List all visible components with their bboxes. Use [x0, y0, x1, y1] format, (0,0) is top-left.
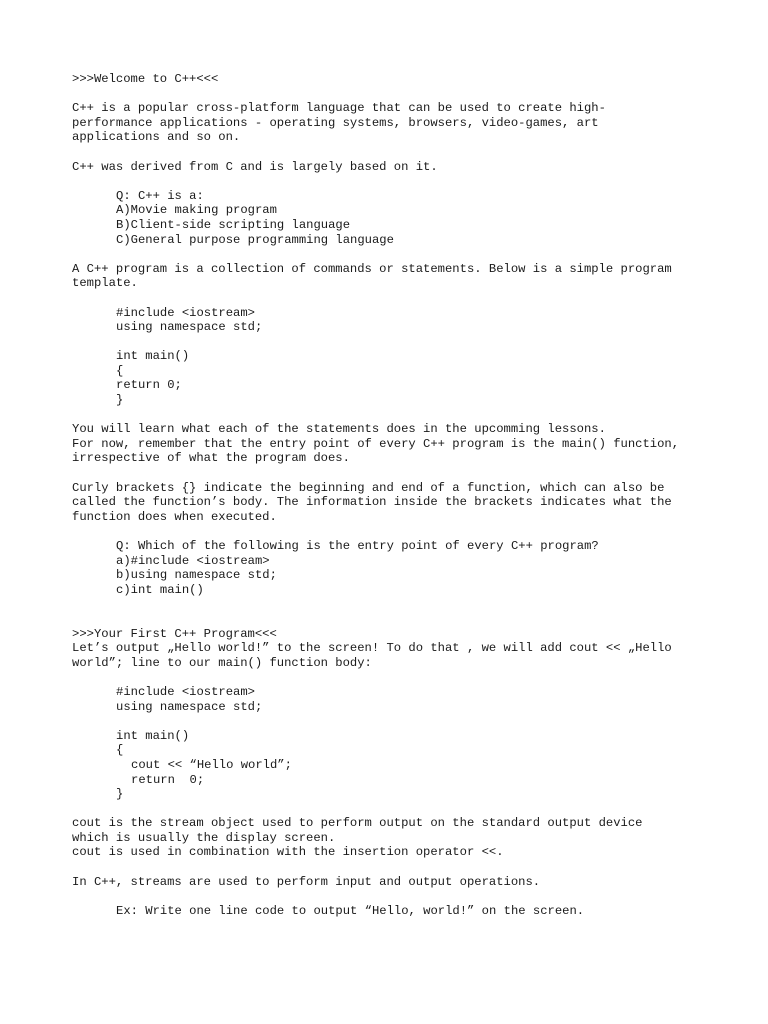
blank-line — [72, 291, 712, 306]
text-line: You will learn what each of the statements does in the upcomming lessons. — [72, 422, 606, 437]
code-line: cout << “Hello world”; — [131, 757, 292, 772]
code-line: Q: Which of the following is the entry point of every C++ program? — [116, 539, 599, 553]
code-line: { — [116, 363, 124, 378]
blank-line — [72, 670, 712, 685]
text-line: Let’s output „Hello world!” to the screen! To do that , we will add cout << „Hello — [72, 641, 672, 656]
blank-line — [72, 87, 712, 102]
text-line: world”; line to our main() function body: — [72, 655, 372, 670]
code-line: b)using namespace std; — [116, 568, 277, 583]
blank-line — [72, 802, 712, 817]
code-line: C)General purpose programming language — [116, 232, 394, 247]
code-line: int main() — [116, 728, 190, 743]
blank-line — [72, 408, 712, 423]
blank-line — [72, 860, 712, 875]
code-line: { — [116, 743, 124, 758]
text-line: C++ is a popular cross-platform language that can be used to create high- — [72, 101, 606, 116]
code-line: int main() — [116, 349, 190, 364]
code-line: A)Movie making program — [116, 203, 277, 218]
document-body — [72, 72, 712, 918]
blank-line — [72, 145, 712, 160]
blank-line — [72, 174, 712, 189]
text-line: called the function’s body. The information inside the brackets indicates what the — [72, 495, 672, 510]
text-line: A C++ program is a collection of commands or statements. Below is a simple program — [72, 261, 672, 276]
blank-line — [72, 714, 712, 729]
blank-line — [72, 335, 712, 350]
text-line: C++ was derived from C and is largely based on it. — [72, 159, 438, 174]
code-line: #include <iostream> — [116, 684, 255, 699]
code-line: a)#include <iostream> — [116, 553, 270, 568]
code-line: using namespace std; — [116, 320, 263, 335]
blank-line — [72, 889, 712, 904]
code-line: B)Client-side scripting language — [116, 217, 351, 232]
text-line: cout is used in combination with the insertion operator <<. — [72, 845, 504, 860]
code-line: return 0; — [131, 772, 205, 787]
text-line: For now, remember that the entry point of every C++ program is the main() function, — [72, 436, 680, 451]
text-line: Curly brackets {} indicate the beginning and end of a function, which can also be — [72, 480, 665, 495]
code-line: } — [116, 787, 124, 802]
code-line: return 0; — [116, 378, 182, 393]
text-line: template. — [72, 276, 138, 291]
blank-line — [72, 597, 712, 612]
text-line: applications and so on. — [72, 130, 241, 145]
code-line: Ex: Write one line code to output “Hello, world!” on the screen. — [116, 903, 585, 918]
code-line: c)int main() — [116, 582, 204, 597]
code-line: using namespace std; — [116, 699, 263, 714]
code-line: } — [116, 393, 124, 408]
blank-line — [72, 524, 712, 539]
blank-line — [72, 612, 712, 627]
text-line: In C++, streams are used to perform input and output operations. — [72, 874, 541, 889]
blank-line — [72, 247, 712, 262]
text-line: which is usually the display screen. — [72, 830, 336, 845]
text-line: >>>Welcome to C++<<< — [72, 72, 219, 86]
code-line: Q: C++ is a: — [116, 188, 204, 203]
text-line: performance applications - operating systems, browsers, video-games, art — [72, 115, 599, 130]
text-line: function does when executed. — [72, 509, 277, 524]
code-line: #include <iostream> — [116, 305, 255, 320]
text-line: cout is the stream object used to perform output on the standard output device — [72, 816, 643, 831]
text-line: irrespective of what the program does. — [72, 451, 350, 466]
text-line: >>>Your First C++ Program<<< — [72, 626, 277, 641]
blank-line — [72, 466, 712, 481]
